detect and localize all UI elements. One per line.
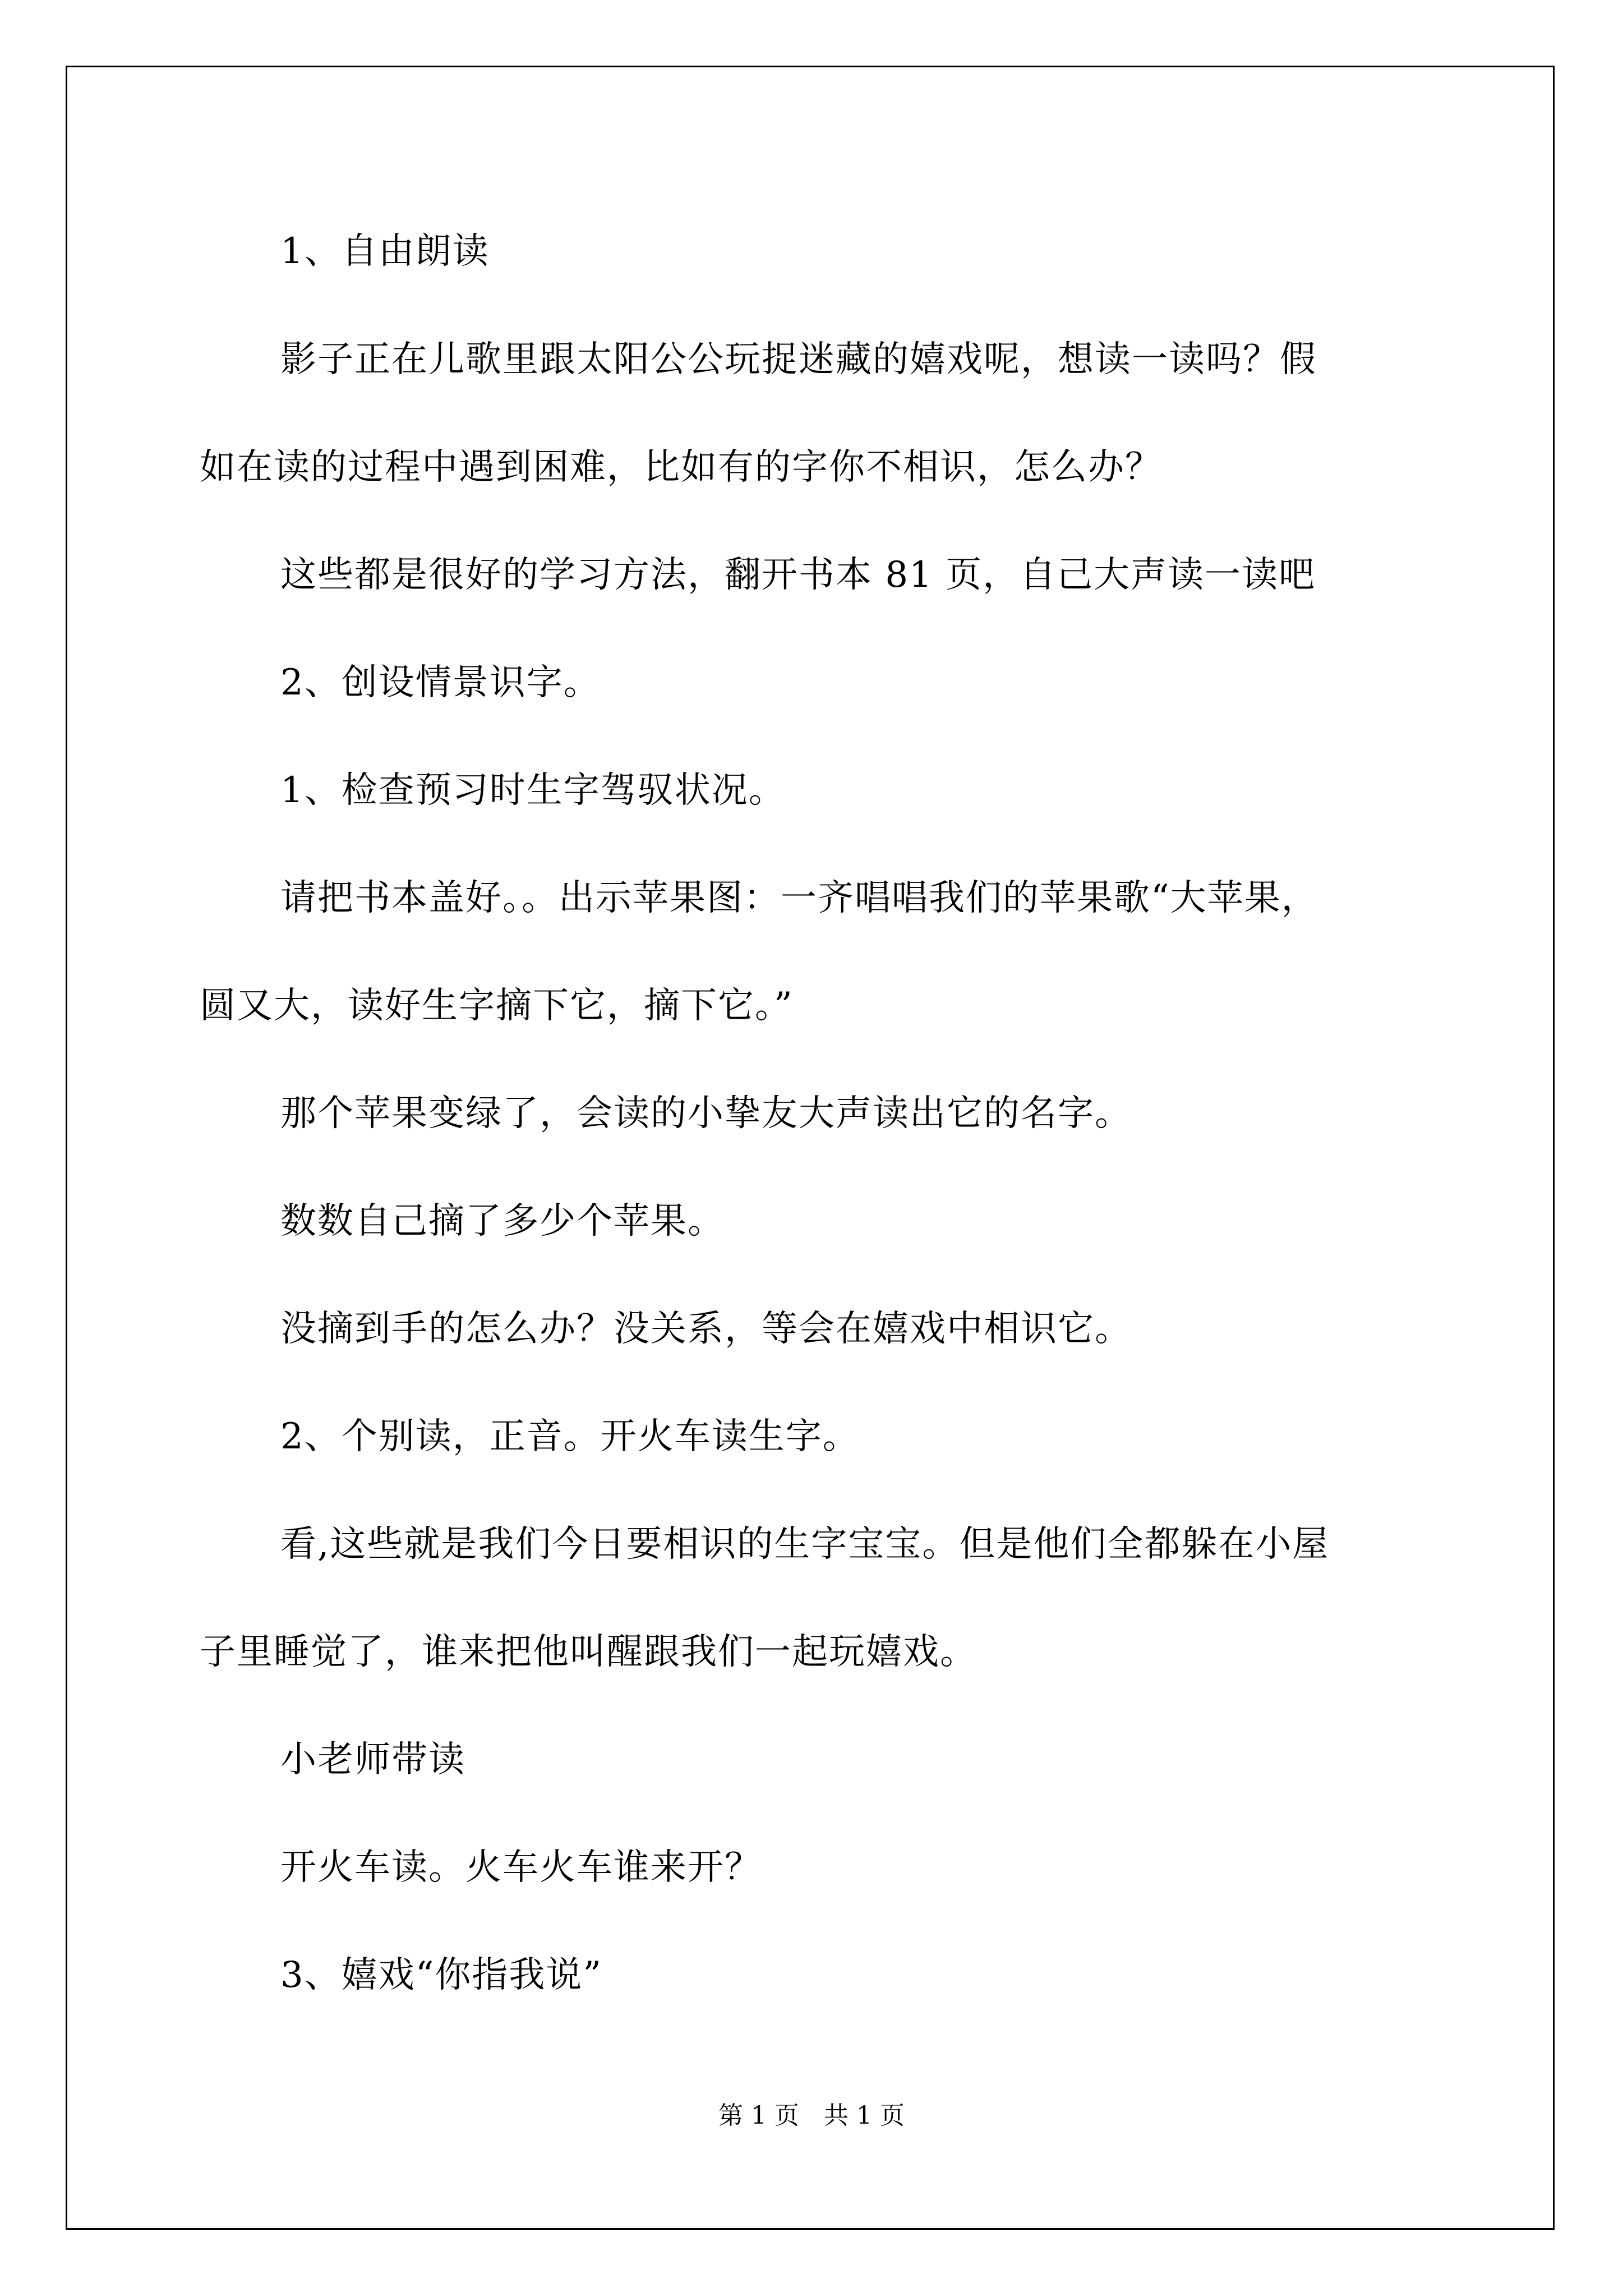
paragraph-line-9: 那个苹果变绿了，会读的小挚友大声读出它的名字。 [280, 1093, 1132, 1134]
paragraph-line-8: 圆又大，读好生字摘下它，摘下它。” [200, 985, 794, 1027]
paragraph-line-7: 请把书本盖好。。出示苹果图：一齐唱唱我们的苹果歌“大苹果， [280, 877, 1318, 919]
paragraph-line-3: 如在读的过程中遇到困难，比如有的字你不相识，怎么办？ [200, 447, 1162, 488]
paragraph-line-17: 3、嬉戏“你指我说” [280, 1954, 603, 1996]
paragraph-line-16: 开火车读。火车火车谁来开？ [280, 1847, 762, 1888]
paragraph-line-2: 影子正在儿歌里跟太阳公公玩捉迷藏的嬉戏呢，想读一读吗？假 [280, 339, 1317, 380]
paragraph-line-11: 没摘到手的怎么办？没关系，等会在嬉戏中相识它。 [280, 1308, 1132, 1350]
paragraph-line-4: 这些都是很好的学习方法，翻开书本 81 页，自己大声读一读吧 [280, 554, 1316, 596]
page-footer: 第 1 页 共 1 页 [718, 2101, 905, 2130]
paragraph-line-15: 小老师带读 [280, 1739, 465, 1780]
paragraph-line-10: 数数自己摘了多少个苹果。 [280, 1200, 725, 1242]
paragraph-line-14: 子里睡觉了，谁来把他叫醒跟我们一起玩嬉戏。 [200, 1631, 977, 1673]
paragraph-line-1: 1、自由朗读 [280, 231, 490, 272]
paragraph-line-5: 2、创设情景识字。 [280, 662, 601, 703]
paragraph-line-12: 2、个别读，正音。开火车读生字。 [280, 1416, 860, 1457]
paragraph-line-6: 1、检查预习时生字驾驭状况。 [280, 770, 786, 811]
paragraph-line-13: 看,这些就是我们今日要相识的生字宝宝。但是他们全都躲在小屋 [280, 1524, 1330, 1565]
